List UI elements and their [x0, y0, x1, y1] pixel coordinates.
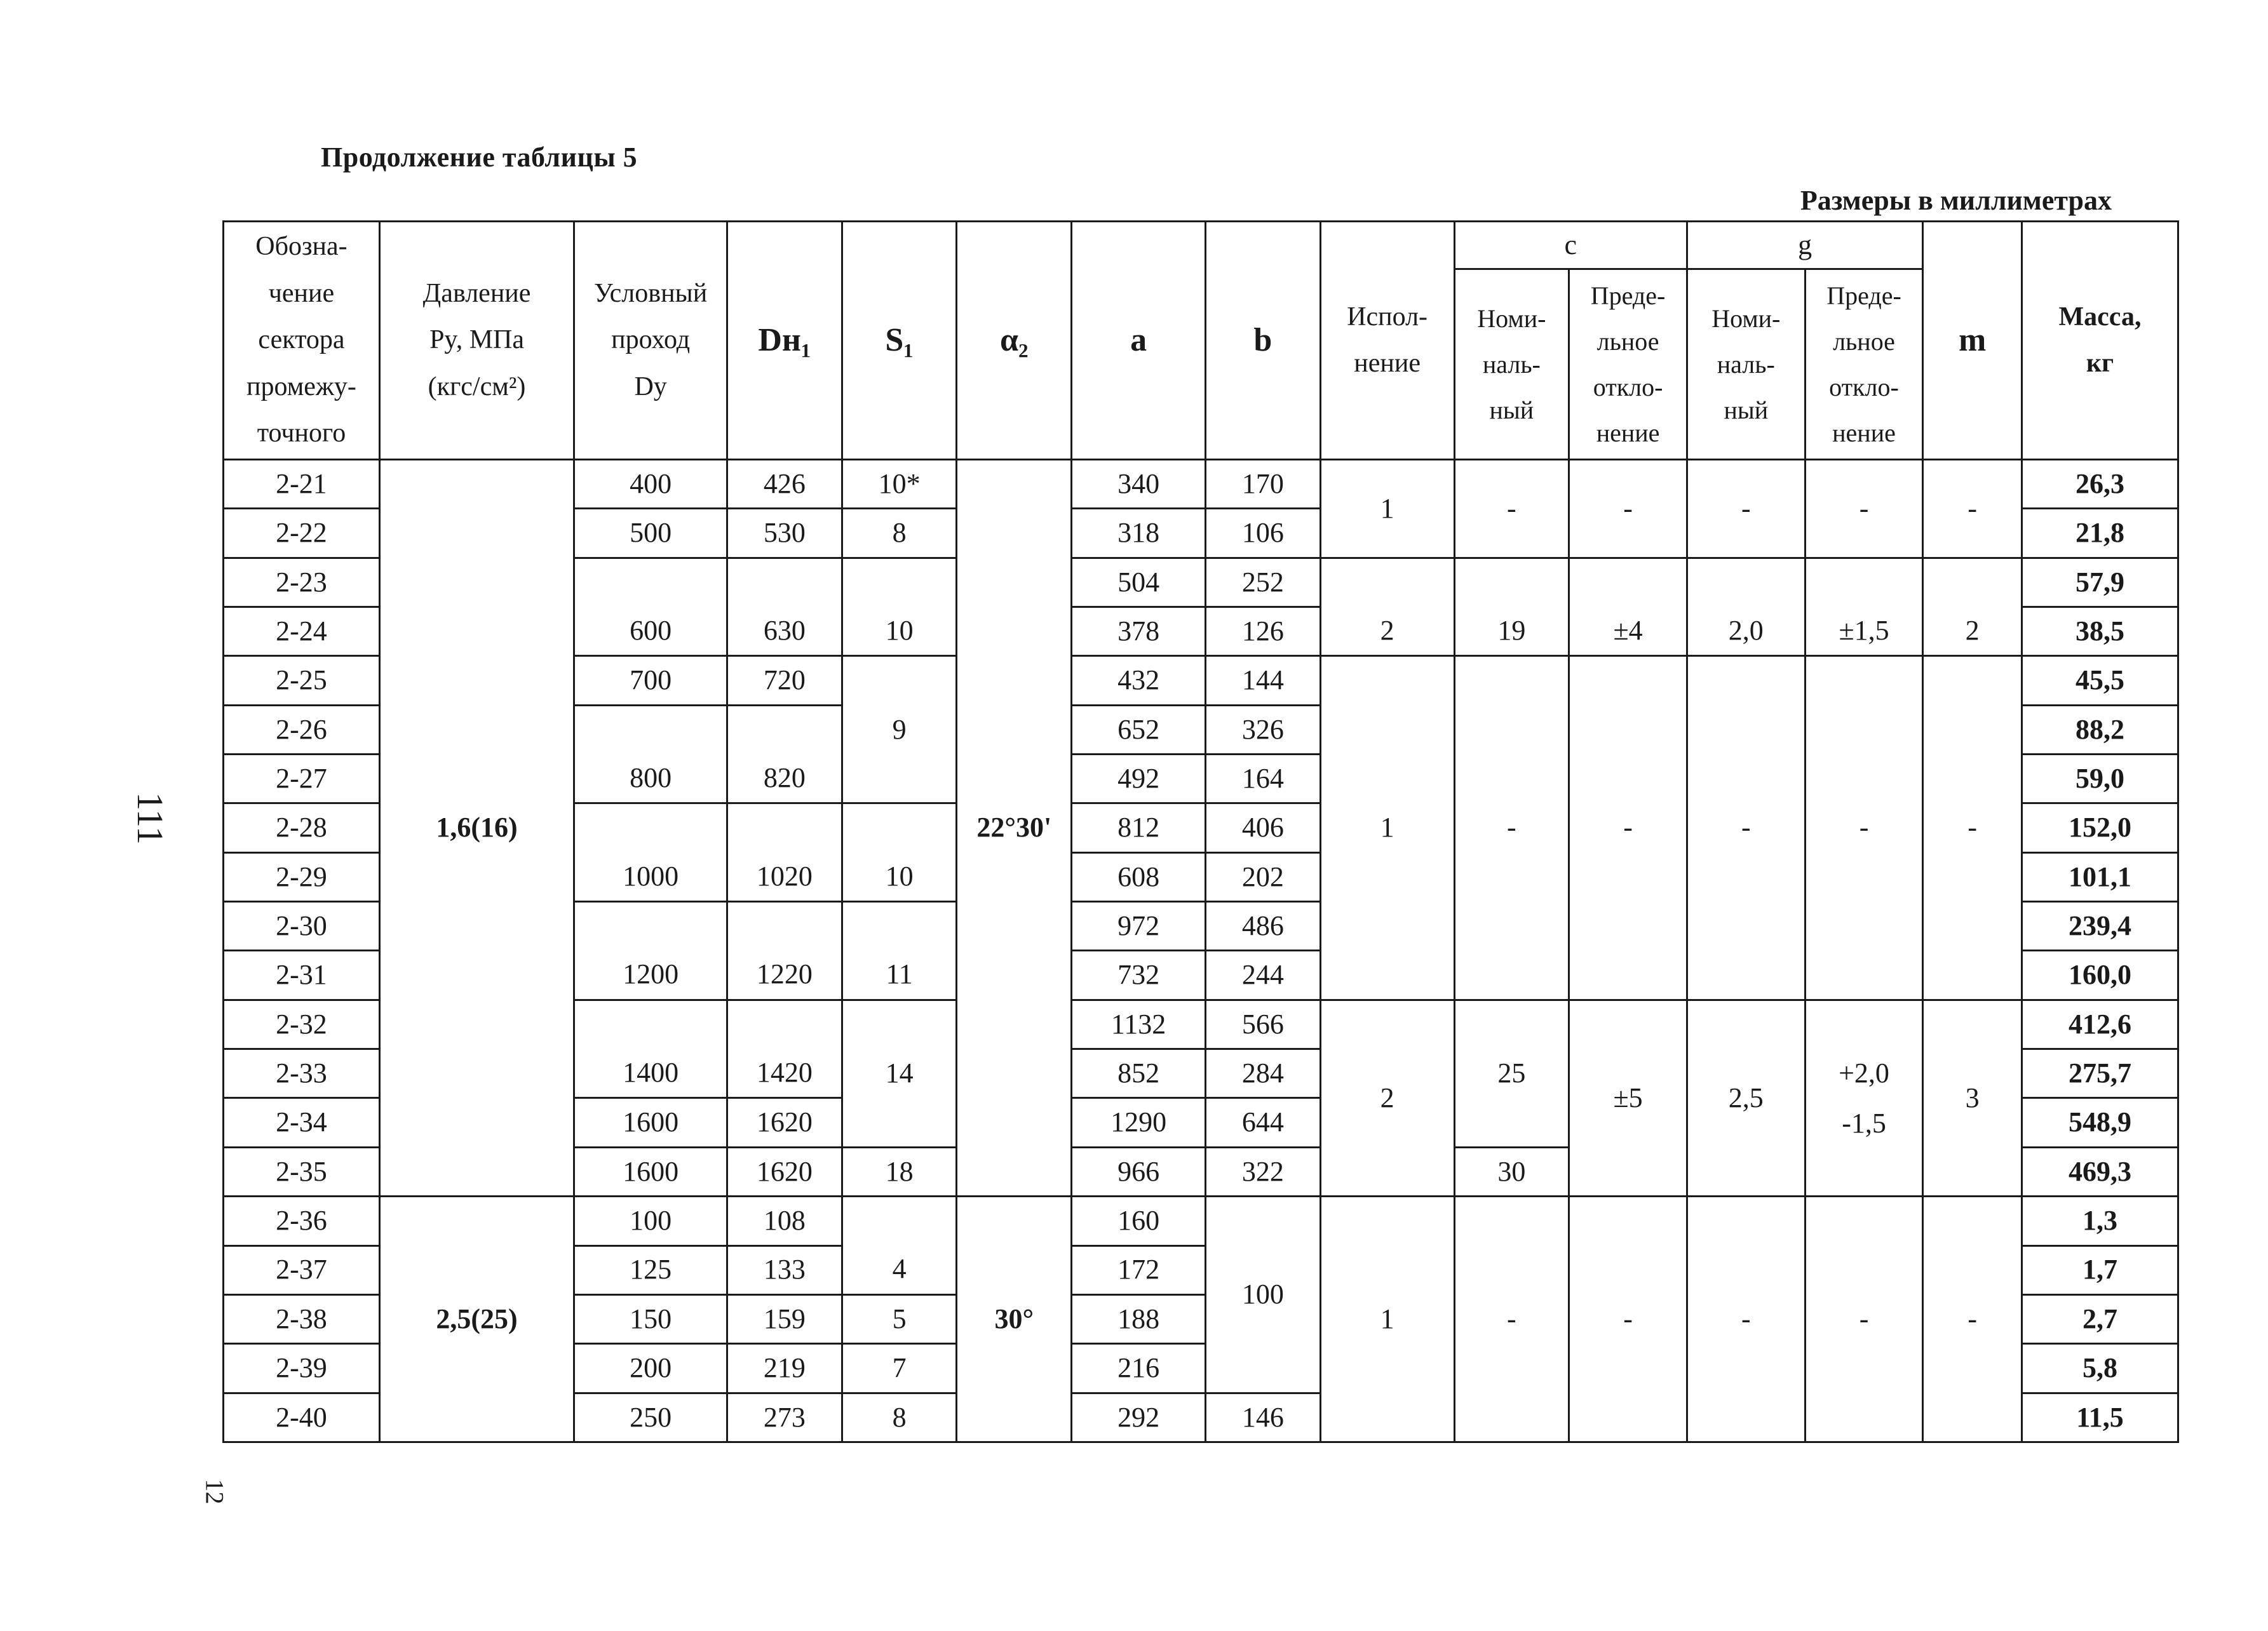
cell-dn1: 273 — [727, 1393, 842, 1442]
cell-dy: 400 — [574, 460, 727, 509]
cell-version: 1 — [1320, 1197, 1454, 1442]
cell-dy: 1600 — [574, 1147, 727, 1196]
cell-c-nominal: - — [1454, 656, 1569, 1000]
cell-g-deviation: +2,0 -1,5 — [1805, 1000, 1923, 1196]
cell-c-deviation: - — [1569, 1197, 1687, 1442]
cell-g-deviation: - — [1805, 656, 1923, 1000]
cell-mass: 548,9 — [2022, 1098, 2178, 1147]
cell-c-nominal: 30 — [1454, 1147, 1569, 1196]
cell-b: 566 — [1206, 1000, 1321, 1049]
table-row — [224, 1197, 2178, 1245]
cell-designation: 2-30 — [224, 902, 380, 951]
cell-dy: 1400 — [574, 1000, 727, 1098]
cell-a: 432 — [1072, 656, 1206, 705]
cell-designation: 2-31 — [224, 951, 380, 1000]
cell-c-nominal: 19 — [1454, 558, 1569, 656]
cell-dy: 1600 — [574, 1098, 727, 1147]
cell-dn1: 1020 — [727, 803, 842, 902]
cell-alpha2: 22°30' — [957, 460, 1072, 1197]
cell-dn1: 1620 — [727, 1147, 842, 1196]
cell-designation: 2-33 — [224, 1049, 380, 1098]
cell-dn1: 159 — [727, 1294, 842, 1343]
cell-mass: 26,3 — [2022, 460, 2178, 509]
cell-designation: 2-23 — [224, 558, 380, 607]
header-b: b — [1206, 222, 1321, 460]
cell-g-deviation: - — [1805, 460, 1923, 558]
cell-a: 972 — [1072, 902, 1206, 951]
cell-mass: 275,7 — [2022, 1049, 2178, 1098]
header-g-group: g — [1687, 222, 1922, 269]
cell-b: 170 — [1206, 460, 1321, 509]
cell-a: 378 — [1072, 607, 1206, 656]
cell-s1: 10 — [842, 558, 957, 656]
cell-dn1: 720 — [727, 656, 842, 705]
header-c-group: c — [1454, 222, 1687, 269]
cell-designation: 2-32 — [224, 1000, 380, 1049]
cell-b: 486 — [1206, 902, 1321, 951]
cell-dn1: 1220 — [727, 902, 842, 1000]
cell-dy: 800 — [574, 705, 727, 803]
cell-designation: 2-28 — [224, 803, 380, 852]
cell-b: 284 — [1206, 1049, 1321, 1098]
cell-a: 966 — [1072, 1147, 1206, 1196]
cell-s1: 10 — [842, 803, 957, 902]
cell-a: 504 — [1072, 558, 1206, 607]
cell-dy: 100 — [574, 1197, 727, 1245]
cell-s1: 18 — [842, 1147, 957, 1196]
cell-dy: 1000 — [574, 803, 727, 902]
header-s1: S₁ — [842, 222, 957, 460]
cell-s1: 9 — [842, 656, 957, 803]
cell-g-nominal: - — [1687, 656, 1805, 1000]
cell-a: 216 — [1072, 1344, 1206, 1393]
cell-mass: 1,3 — [2022, 1197, 2178, 1245]
cell-dn1: 1620 — [727, 1098, 842, 1147]
cell-dy: 250 — [574, 1393, 727, 1442]
cell-designation: 2-37 — [224, 1245, 380, 1294]
cell-dy: 200 — [574, 1344, 727, 1393]
cell-designation: 2-21 — [224, 460, 380, 509]
cell-a: 732 — [1072, 951, 1206, 1000]
cell-mass: 59,0 — [2022, 755, 2178, 803]
cell-mass: 45,5 — [2022, 656, 2178, 705]
cell-designation: 2-40 — [224, 1393, 380, 1442]
cell-designation: 2-38 — [224, 1294, 380, 1343]
cell-designation: 2-29 — [224, 852, 380, 901]
cell-dy: 600 — [574, 558, 727, 656]
cell-mass: 38,5 — [2022, 607, 2178, 656]
cell-m: - — [1923, 460, 2022, 558]
cell-dy: 150 — [574, 1294, 727, 1343]
cell-b: 406 — [1206, 803, 1321, 852]
cell-designation: 2-34 — [224, 1098, 380, 1147]
cell-a: 340 — [1072, 460, 1206, 509]
cell-mass: 57,9 — [2022, 558, 2178, 607]
cell-pressure: 1,6(16) — [379, 460, 574, 1197]
cell-c-deviation: - — [1569, 656, 1687, 1000]
cell-dn1: 630 — [727, 558, 842, 656]
cell-b: 164 — [1206, 755, 1321, 803]
cell-s1: 8 — [842, 1393, 957, 1442]
cell-m: 2 — [1923, 558, 2022, 656]
cell-dy: 500 — [574, 509, 727, 558]
cell-version: 2 — [1320, 558, 1454, 656]
table-row — [224, 460, 2178, 509]
cell-s1: 7 — [842, 1344, 957, 1393]
cell-designation: 2-22 — [224, 509, 380, 558]
cell-dn1: 530 — [727, 509, 842, 558]
cell-m: 3 — [1923, 1000, 2022, 1196]
cell-b: 252 — [1206, 558, 1321, 607]
cell-s1: 11 — [842, 902, 957, 1000]
cell-s1: 5 — [842, 1294, 957, 1343]
cell-b: 202 — [1206, 852, 1321, 901]
cell-version: 2 — [1320, 1000, 1454, 1196]
header-version: Испол- нение — [1320, 222, 1454, 460]
header-designation: Обозна- чение сектора промежу- точного — [224, 222, 380, 460]
cell-b: 144 — [1206, 656, 1321, 705]
cell-dy: 1200 — [574, 902, 727, 1000]
cell-a: 160 — [1072, 1197, 1206, 1245]
cell-b: 244 — [1206, 951, 1321, 1000]
cell-version: 1 — [1320, 656, 1454, 1000]
cell-c-deviation: ±5 — [1569, 1000, 1687, 1196]
cell-dn1: 108 — [727, 1197, 842, 1245]
cell-dy: 700 — [574, 656, 727, 705]
cell-g-nominal: - — [1687, 460, 1805, 558]
cell-b: 146 — [1206, 1393, 1321, 1442]
cell-b: 126 — [1206, 607, 1321, 656]
header-dn1: Dн₁ — [727, 222, 842, 460]
cell-g-deviation: ±1,5 — [1805, 558, 1923, 656]
cell-designation: 2-26 — [224, 705, 380, 754]
cell-g-nominal: 2,5 — [1687, 1000, 1805, 1196]
cell-dn1: 133 — [727, 1245, 842, 1294]
cell-c-nominal: - — [1454, 1197, 1569, 1442]
header-c-deviation: Преде- льное откло- нение — [1569, 269, 1687, 460]
cell-dn1: 426 — [727, 460, 842, 509]
header-c-nominal: Номи- наль- ный — [1454, 269, 1569, 460]
cell-mass: 5,8 — [2022, 1344, 2178, 1393]
cell-mass: 152,0 — [2022, 803, 2178, 852]
cell-designation: 2-36 — [224, 1197, 380, 1245]
cell-b: 106 — [1206, 509, 1321, 558]
cell-mass: 101,1 — [2022, 852, 2178, 901]
cell-a: 292 — [1072, 1393, 1206, 1442]
header-mass: Масса, кг — [2022, 222, 2178, 460]
cell-a: 1132 — [1072, 1000, 1206, 1049]
cell-designation: 2-39 — [224, 1344, 380, 1393]
cell-designation: 2-35 — [224, 1147, 380, 1196]
cell-c-nominal: - — [1454, 460, 1569, 558]
cell-a: 608 — [1072, 852, 1206, 901]
page-marker: 12 — [200, 1479, 229, 1505]
cell-b: 322 — [1206, 1147, 1321, 1196]
cell-mass: 21,8 — [2022, 509, 2178, 558]
cell-a: 172 — [1072, 1245, 1206, 1294]
units-note: Размеры в миллиметрах — [1800, 185, 2112, 216]
cell-s1: 8 — [842, 509, 957, 558]
sector-dimensions-table — [222, 220, 2179, 1443]
cell-mass: 412,6 — [2022, 1000, 2178, 1049]
cell-c-deviation: ±4 — [1569, 558, 1687, 656]
cell-g-nominal: - — [1687, 1197, 1805, 1442]
cell-dn1: 1420 — [727, 1000, 842, 1098]
cell-a: 652 — [1072, 705, 1206, 754]
cell-mass: 160,0 — [2022, 951, 2178, 1000]
header-a: a — [1072, 222, 1206, 460]
cell-a: 188 — [1072, 1294, 1206, 1343]
table-title: Продолжение таблицы 5 — [321, 142, 638, 173]
cell-version: 1 — [1320, 460, 1454, 558]
cell-dn1: 219 — [727, 1344, 842, 1393]
cell-a: 1290 — [1072, 1098, 1206, 1147]
cell-g-deviation: - — [1805, 1197, 1923, 1442]
cell-b: 326 — [1206, 705, 1321, 754]
cell-mass: 11,5 — [2022, 1393, 2178, 1442]
cell-a: 812 — [1072, 803, 1206, 852]
cell-designation: 2-25 — [224, 656, 380, 705]
cell-a: 492 — [1072, 755, 1206, 803]
cell-s1: 10* — [842, 460, 957, 509]
cell-pressure: 2,5(25) — [379, 1197, 574, 1442]
cell-b: 100 — [1206, 1197, 1321, 1393]
header-g-nominal: Номи- наль- ный — [1687, 269, 1805, 460]
cell-c-deviation: - — [1569, 460, 1687, 558]
cell-b: 644 — [1206, 1098, 1321, 1147]
cell-g-nominal: 2,0 — [1687, 558, 1805, 656]
cell-mass: 88,2 — [2022, 705, 2178, 754]
header-m: m — [1923, 222, 2022, 460]
cell-designation: 2-24 — [224, 607, 380, 656]
cell-s1: 14 — [842, 1000, 957, 1147]
cell-alpha2: 30° — [957, 1197, 1072, 1442]
header-nominal-bore: Условный проход Dy — [574, 222, 727, 460]
cell-designation: 2-27 — [224, 755, 380, 803]
cell-m: - — [1923, 1197, 2022, 1442]
cell-c-nominal: 25 — [1454, 1000, 1569, 1147]
cell-m: - — [1923, 656, 2022, 1000]
header-alpha2: α₂ — [957, 222, 1072, 460]
header-pressure: Давление Py, МПа (кгс/см²) — [379, 222, 574, 460]
cell-mass: 469,3 — [2022, 1147, 2178, 1196]
page-number: 111 — [129, 792, 171, 845]
header-g-deviation: Преде- льное откло- нение — [1805, 269, 1923, 460]
cell-a: 852 — [1072, 1049, 1206, 1098]
cell-dy: 125 — [574, 1245, 727, 1294]
cell-s1: 4 — [842, 1197, 957, 1295]
cell-mass: 1,7 — [2022, 1245, 2178, 1294]
cell-a: 318 — [1072, 509, 1206, 558]
cell-mass: 2,7 — [2022, 1294, 2178, 1343]
cell-dn1: 820 — [727, 705, 842, 803]
cell-mass: 239,4 — [2022, 902, 2178, 951]
